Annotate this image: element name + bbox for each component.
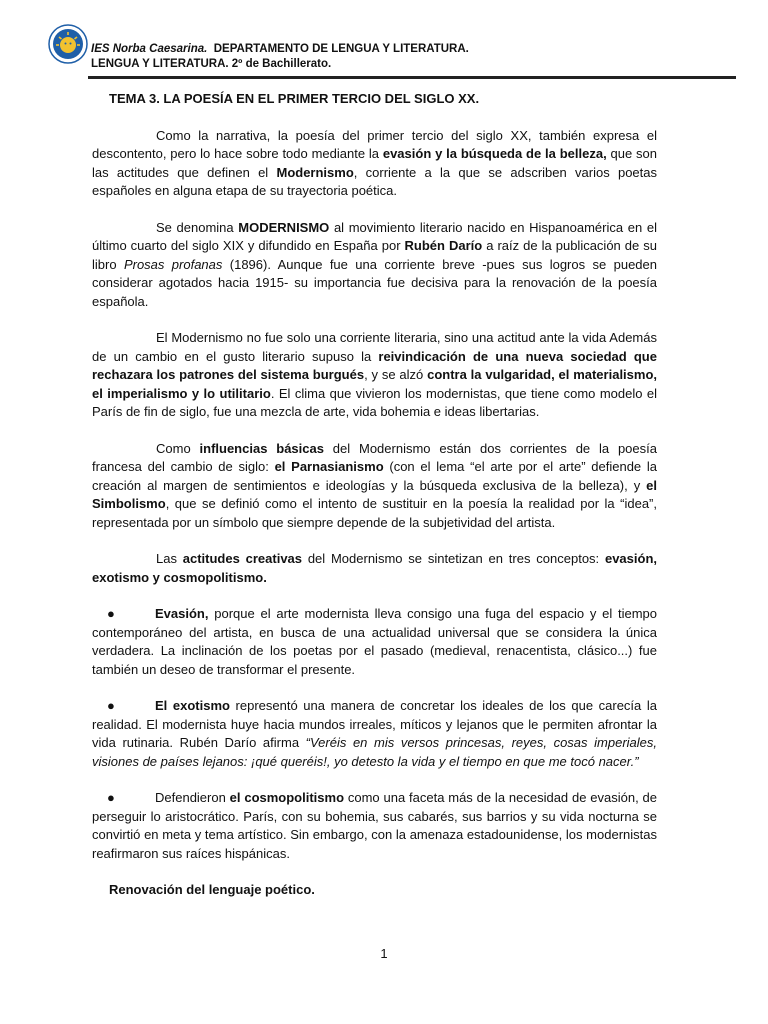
bullet-icon: ● [107,790,115,805]
text: del Modernismo se sintetizan en tres conceptos: [302,551,605,566]
text: . El clima que vivieron los modernistas, que tiene como modelo el París de fin de siglo, fue una mezcla de arte, vida bohemia e ideas libertarias. [92,385,658,419]
text: del Modernismo están dos corrientes de la poesía francesa del cambio de siglo: [92,440,657,474]
school-logo-sun-icon [48,24,88,64]
text: Defendieron [155,790,230,805]
text: , que se definió como el intento de sustituir en la poesía la realidad por la “idea”, representada por un símbolo que siempre depende de la subjetividad del artista. [92,496,657,530]
course-name: LENGUA Y LITERATURA. 2º de Bachillerato. [91,58,332,70]
text: Las [156,551,183,566]
section-heading: Renovación del lenguaje poético. [109,882,315,897]
text: (con el lema “el arte por el arte” defiende la creación al margen de sentimientos e ideologías y la búsqueda exclusiva de la belleza), y [92,459,657,493]
text: , corriente a la que se adscriben varios poetas españoles en alguna etapa de su trayectoria poética. [92,164,657,198]
emphasis: evasión y la búsqueda de la belleza, [382,146,607,161]
emphasis: MODERNISMO [238,219,330,235]
emphasis: el Parnasianismo [274,459,384,474]
document-header [91,42,469,72]
paragraph-4 [92,440,657,533]
emphasis: evasión, exotismo y cosmopolitismo. [92,551,657,585]
paragraph-5 [92,550,657,587]
bullet-icon: ● [107,698,115,713]
text: Como [156,440,200,456]
paragraph-2 [92,219,657,312]
department-name: DEPARTAMENTO DE LENGUA Y LITERATURA. [213,43,469,55]
document-body [92,90,657,900]
header-rule [88,76,736,79]
bullet-item-cosmopolitismo [92,789,657,863]
emphasis: Evasión, [155,606,209,621]
header-line-1 [91,42,469,57]
bullet-item-exotismo [92,697,657,771]
text: Se denomina [156,219,239,235]
emphasis: reivindicación de una nueva sociedad que rechazara los patrones del sistema burgués [92,348,657,382]
emphasis: el Simbolismo [92,477,657,511]
text: El Modernismo no fue solo una corriente literaria, sino una actitud ante la vida Además de un cambio en el gusto literario supuso la [92,330,657,364]
text: porque el arte modernista lleva consigo una fuga del espacio y el tiempo contemporáneo del artista, en busca de una actualidad universal que se considera la única verdadera. La inclinación de los poetas por el pasado (medieval, renacentista, clásico...) fue también un deseo de transformar el presente. [92,606,657,677]
page-number: 1 [380,946,388,961]
emphasis: Modernismo [276,164,354,180]
text: Como la narrativa, la poesía del primer tercio del siglo XX, también expresa el descontento, pero lo hace sobre todo mediante la [92,127,657,161]
quote: “Veréis en mis versos princesas, reyes, cosas imperiales, visiones de países lejanos: ¡qué queréis!, yo detesto la vida y el tiempo en que me tocó nacer.” [92,735,657,769]
emphasis: influencias básicas [199,440,324,456]
emphasis: actitudes creativas [182,551,303,566]
emphasis: Rubén Darío [404,238,483,253]
paragraph-1 [92,127,657,201]
document-title: TEMA 3. LA POESÍA EN EL PRIMER TERCIO DEL SIGLO XX. [109,91,480,106]
emphasis: el cosmopolitismo [229,790,345,805]
text: al movimiento literario nacido en Hispanoamérica en el último cuarto del siglo XIX y difundido en España por [92,219,657,253]
text: como una faceta más de la necesidad de evasión, de perseguir lo aristocrático. París, con su bohemia, sus cabarés, sus barrios y su vida nocturna se convirtió en meta y tema artístico. Sin embargo, con la amenaza estadounidense, los modernistas reafirmaron sus raíces hispánicas. [92,790,657,861]
text: representó una manera de concretar los ideales de los que carecía la realidad. El modernista huye hacia mundos irreales, míticos y lejanos que le permiten afrontar la vida rutinaria. Rubén Darío afirma [92,698,657,750]
bullet-icon: ● [107,606,115,621]
emphasis: El exotismo [155,698,230,713]
paragraph-3 [92,329,657,422]
school-name: IES Norba Caesarina. [91,43,208,55]
text: (1896). Aunque fue una corriente breve -pues sus logros se pueden considerar agotados hacia 1915- su importancia fue decisiva para la renovación de la poesía española. [92,256,657,309]
text: que son las actitudes que definen el [92,146,657,180]
bullet-item-evasion [92,605,657,679]
text: , y se alzó [364,367,428,382]
text: a raíz de la publicación de su libro [92,238,657,272]
book-title: Prosas profanas [123,256,223,272]
emphasis: contra la vulgaridad, el materialismo, el imperialismo y lo utilitario [92,367,658,401]
